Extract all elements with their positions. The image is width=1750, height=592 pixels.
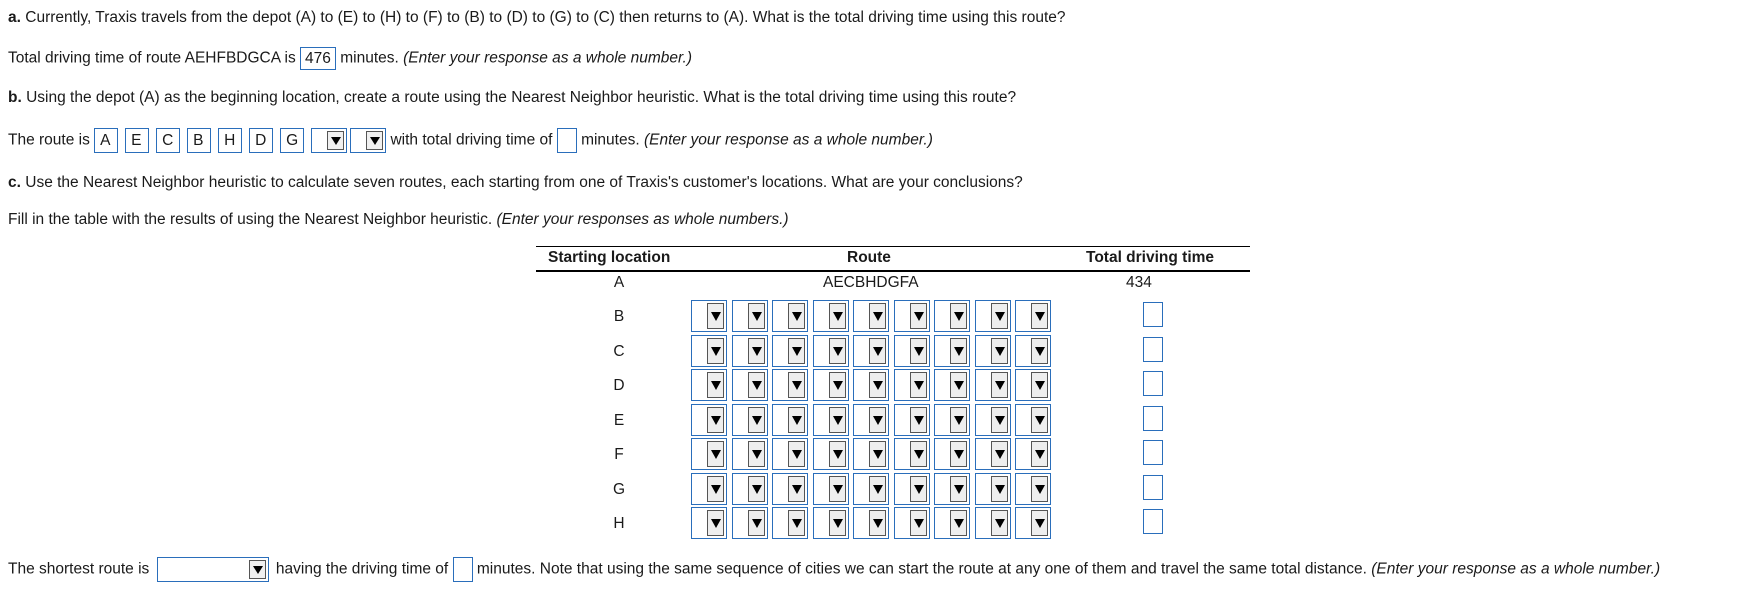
part-b-route-prefix: The route is xyxy=(8,131,90,149)
row-a-time: 434 xyxy=(1126,274,1152,291)
chevron-down-icon xyxy=(707,476,724,502)
chevron-down-icon xyxy=(950,510,967,536)
chevron-down-icon xyxy=(1031,303,1048,329)
chevron-down-icon xyxy=(707,303,724,329)
part-c-instruction-hint: (Enter your responses as whole numbers.) xyxy=(496,211,789,228)
chevron-down-icon xyxy=(910,407,927,433)
table-row xyxy=(536,369,1250,403)
part-b-label: b. xyxy=(8,89,22,106)
route-stop-select-6[interactable] xyxy=(894,507,930,539)
route-stop-select-8[interactable] xyxy=(975,369,1011,401)
route-box-1[interactable] xyxy=(94,128,118,153)
part-a-hint: (Enter your response as a whole number.) xyxy=(403,49,693,67)
chevron-down-icon xyxy=(991,476,1008,502)
chevron-down-icon xyxy=(950,303,967,329)
chevron-down-icon xyxy=(788,338,805,364)
chevron-down-icon xyxy=(910,303,927,329)
route-box-7[interactable] xyxy=(280,128,304,153)
route-box-5-value: H xyxy=(224,132,236,149)
chevron-down-icon xyxy=(788,407,805,433)
chevron-down-icon xyxy=(788,476,805,502)
table-row xyxy=(536,438,1250,472)
route-stop-select-8[interactable] xyxy=(975,404,1011,436)
route-stop-select-4[interactable] xyxy=(813,438,849,470)
route-stop-select-3[interactable] xyxy=(772,369,808,401)
route-stop-select-9[interactable] xyxy=(1015,369,1051,401)
chevron-down-icon xyxy=(991,372,1008,398)
chevron-down-icon xyxy=(707,338,724,364)
route-stop-select-8[interactable] xyxy=(975,473,1011,505)
chevron-down-icon xyxy=(788,372,805,398)
route-stop-select-3[interactable] xyxy=(772,335,808,367)
total-time-input[interactable] xyxy=(1143,302,1163,327)
total-time-input[interactable] xyxy=(1143,337,1163,362)
conclusion-line xyxy=(8,557,1660,582)
chevron-down-icon xyxy=(748,372,765,398)
total-time-input[interactable] xyxy=(1143,475,1163,500)
chevron-down-icon xyxy=(327,131,344,150)
header-total-driving-time: Total driving time xyxy=(1086,249,1215,266)
route-box-7-value: G xyxy=(286,132,299,149)
chevron-down-icon xyxy=(707,510,724,536)
route-stop-select-8[interactable] xyxy=(975,507,1011,539)
route-stop-select-1[interactable] xyxy=(691,300,727,332)
table-row xyxy=(536,335,1250,369)
route-stop-select-3[interactable] xyxy=(772,507,808,539)
part-a-question-text: Currently, Traxis travels from the depot (A) to (E) to (H) to (F) to (B) to (D) to (G) to (C) then returns to (A). What is the total driving time using this route? xyxy=(25,9,1066,26)
chevron-down-icon xyxy=(748,510,765,536)
chevron-down-icon xyxy=(991,510,1008,536)
shortest-route-select[interactable] xyxy=(157,557,269,582)
chevron-down-icon xyxy=(829,407,846,433)
route-stop-select-2[interactable] xyxy=(732,507,768,539)
chevron-down-icon xyxy=(748,303,765,329)
row-start-location: D xyxy=(613,377,625,394)
chevron-down-icon xyxy=(991,338,1008,364)
part-a-answer-input[interactable]: 476 xyxy=(300,47,336,70)
chevron-down-icon xyxy=(788,441,805,467)
route-stop-select-6[interactable] xyxy=(894,369,930,401)
route-stop-select-9[interactable] xyxy=(1015,507,1051,539)
route-box-6[interactable] xyxy=(249,128,273,153)
chevron-down-icon xyxy=(869,372,886,398)
chevron-down-icon xyxy=(910,476,927,502)
route-stop-select-3[interactable] xyxy=(772,300,808,332)
route-box-4-value: B xyxy=(193,132,204,149)
chevron-down-icon xyxy=(748,407,765,433)
chevron-down-icon xyxy=(748,441,765,467)
chevron-down-icon xyxy=(950,372,967,398)
chevron-down-icon xyxy=(707,372,724,398)
total-time-input[interactable] xyxy=(1143,406,1163,431)
route-box-2[interactable] xyxy=(125,128,149,153)
conclusion-hint: (Enter your response as a whole number.) xyxy=(1371,560,1661,578)
table-row xyxy=(536,404,1250,438)
chevron-down-icon xyxy=(869,441,886,467)
chevron-down-icon xyxy=(788,303,805,329)
part-a-answer-line xyxy=(8,47,692,70)
chevron-down-icon xyxy=(788,510,805,536)
route-stop-select-7[interactable] xyxy=(934,335,970,367)
chevron-down-icon xyxy=(950,476,967,502)
route-stop-select-2[interactable] xyxy=(732,335,768,367)
route-stop-select-2[interactable] xyxy=(732,438,768,470)
chevron-down-icon xyxy=(1031,441,1048,467)
chevron-down-icon xyxy=(1031,510,1048,536)
row-start-location: F xyxy=(614,446,624,463)
chevron-down-icon xyxy=(366,131,383,150)
route-stop-select-4[interactable] xyxy=(813,300,849,332)
route-stop-select-6[interactable] xyxy=(894,473,930,505)
row-start-location: H xyxy=(613,515,625,532)
route-stop-select-3[interactable] xyxy=(772,438,808,470)
route-stop-select-1[interactable] xyxy=(691,507,727,539)
row-start-location: B xyxy=(613,308,625,325)
row-start-location: E xyxy=(613,411,625,429)
route-stop-select-4[interactable] xyxy=(813,507,849,539)
route-stop-select-1[interactable] xyxy=(691,404,727,436)
header-starting-location: Starting location xyxy=(548,249,671,266)
chevron-down-icon xyxy=(707,407,724,433)
part-b-route-line xyxy=(8,128,933,153)
chevron-down-icon xyxy=(910,372,927,398)
route-stop-select-5[interactable] xyxy=(853,507,889,539)
route-stop-select-9[interactable] xyxy=(1015,335,1051,367)
chevron-down-icon xyxy=(991,407,1008,433)
chevron-down-icon xyxy=(1031,372,1048,398)
conclusion-prefix: The shortest route is xyxy=(8,560,150,578)
chevron-down-icon xyxy=(910,338,927,364)
route-stop-select-1[interactable] xyxy=(691,369,727,401)
route-stop-select-1[interactable] xyxy=(691,335,727,367)
route-stop-select-2[interactable] xyxy=(732,473,768,505)
chevron-down-icon xyxy=(950,407,967,433)
route-select-8[interactable] xyxy=(311,128,347,153)
total-time-input[interactable] xyxy=(1143,509,1163,534)
route-stop-select-5[interactable] xyxy=(853,438,889,470)
route-stop-select-5[interactable] xyxy=(853,335,889,367)
table-row xyxy=(536,300,1250,334)
total-time-input[interactable] xyxy=(1143,440,1163,465)
route-box-3[interactable] xyxy=(156,128,180,153)
route-box-4[interactable] xyxy=(187,128,211,153)
part-c-question-text: Use the Nearest Neighbor heuristic to calculate seven routes, each starting from one of Traxis's customer's locations. What are your conclusions? xyxy=(25,174,1023,191)
route-stop-select-5[interactable] xyxy=(853,404,889,436)
route-stop-select-7[interactable] xyxy=(934,404,970,436)
route-stop-select-5[interactable] xyxy=(853,300,889,332)
route-box-1-value: A xyxy=(100,132,111,149)
route-box-6-value: D xyxy=(255,132,267,149)
part-c-label: c. xyxy=(8,174,21,191)
part-a-question xyxy=(8,9,1066,27)
route-box-5[interactable] xyxy=(218,128,242,153)
route-stop-select-4[interactable] xyxy=(813,473,849,505)
route-stop-select-6[interactable] xyxy=(894,300,930,332)
chevron-down-icon xyxy=(869,510,886,536)
route-stop-select-2[interactable] xyxy=(732,404,768,436)
chevron-down-icon xyxy=(869,407,886,433)
route-stop-select-1[interactable] xyxy=(691,473,727,505)
chevron-down-icon xyxy=(748,338,765,364)
chevron-down-icon xyxy=(829,338,846,364)
conclusion-mid: having the driving time of xyxy=(275,560,449,578)
part-b-time-prefix: with total driving time of xyxy=(390,131,553,149)
chevron-down-icon xyxy=(950,441,967,467)
chevron-down-icon xyxy=(991,303,1008,329)
chevron-down-icon xyxy=(910,510,927,536)
chevron-down-icon xyxy=(829,510,846,536)
chevron-down-icon xyxy=(869,476,886,502)
route-stop-select-9[interactable] xyxy=(1015,473,1051,505)
route-box-2-value: E xyxy=(131,132,142,149)
route-stop-select-6[interactable] xyxy=(894,335,930,367)
route-stop-select-3[interactable] xyxy=(772,473,808,505)
route-stop-select-6[interactable] xyxy=(894,404,930,436)
part-b-question-text: Using the depot (A) as the beginning location, create a route using the Nearest Neighbor heuristic. What is the total driving time using this route? xyxy=(26,89,1017,106)
chevron-down-icon xyxy=(748,476,765,502)
route-stop-select-4[interactable] xyxy=(813,369,849,401)
route-box-3-value: C xyxy=(162,132,174,149)
table-row xyxy=(536,507,1250,541)
part-a-label: a. xyxy=(8,9,21,26)
route-stop-select-9[interactable] xyxy=(1015,404,1051,436)
conclusion-suffix: minutes. Note that using the same sequence of cities we can start the route at any one of them and travel the same total distance. xyxy=(476,560,1367,578)
chevron-down-icon xyxy=(249,560,266,579)
chevron-down-icon xyxy=(829,441,846,467)
chevron-down-icon xyxy=(707,441,724,467)
route-stop-select-9[interactable] xyxy=(1015,438,1051,470)
route-stop-select-1[interactable] xyxy=(691,438,727,470)
part-b-time-input[interactable] xyxy=(557,128,577,153)
row-start-location: G xyxy=(612,480,626,498)
chevron-down-icon xyxy=(1031,407,1048,433)
row-a-route: AECBHDGFA xyxy=(823,274,919,291)
chevron-down-icon xyxy=(829,476,846,502)
route-stop-select-2[interactable] xyxy=(732,300,768,332)
chevron-down-icon xyxy=(1031,476,1048,502)
chevron-down-icon xyxy=(869,338,886,364)
part-c-instruction-text: Fill in the table with the results of using the Nearest Neighbor heuristic. xyxy=(8,211,493,228)
chevron-down-icon xyxy=(829,303,846,329)
route-stop-select-4[interactable] xyxy=(813,404,849,436)
route-stop-select-8[interactable] xyxy=(975,438,1011,470)
table-header-rule xyxy=(536,270,1250,272)
route-stop-select-7[interactable] xyxy=(934,300,970,332)
chevron-down-icon xyxy=(950,338,967,364)
route-stop-select-5[interactable] xyxy=(853,369,889,401)
part-a-answer-suffix: minutes. xyxy=(340,49,399,67)
route-stop-select-7[interactable] xyxy=(934,507,970,539)
part-a-answer-prefix: Total driving time of route AEHFBDGCA is xyxy=(8,49,296,67)
route-stop-select-7[interactable] xyxy=(934,473,970,505)
chevron-down-icon xyxy=(1031,338,1048,364)
part-b-hint: (Enter your response as a whole number.) xyxy=(643,131,933,149)
route-stop-select-7[interactable] xyxy=(934,369,970,401)
part-b-time-suffix: minutes. xyxy=(581,131,640,149)
route-stop-select-9[interactable] xyxy=(1015,300,1051,332)
chevron-down-icon xyxy=(991,441,1008,467)
route-stop-select-2[interactable] xyxy=(732,369,768,401)
chevron-down-icon xyxy=(910,441,927,467)
shortest-time-input[interactable] xyxy=(453,557,473,582)
row-a-start: A xyxy=(613,274,625,291)
route-stop-select-3[interactable] xyxy=(772,404,808,436)
route-stop-select-5[interactable] xyxy=(853,473,889,505)
header-route: Route xyxy=(847,249,891,266)
part-b-question xyxy=(8,89,1016,107)
part-c-instruction xyxy=(8,211,789,229)
total-time-input[interactable] xyxy=(1143,371,1163,396)
route-stop-select-8[interactable] xyxy=(975,300,1011,332)
chevron-down-icon xyxy=(829,372,846,398)
route-stop-select-7[interactable] xyxy=(934,438,970,470)
part-c-question xyxy=(8,174,1023,192)
route-stop-select-8[interactable] xyxy=(975,335,1011,367)
row-start-location: C xyxy=(613,342,625,360)
table-top-rule xyxy=(536,246,1250,247)
table-row xyxy=(536,473,1250,507)
route-stop-select-4[interactable] xyxy=(813,335,849,367)
chevron-down-icon xyxy=(869,303,886,329)
route-select-9[interactable] xyxy=(350,128,386,153)
route-stop-select-6[interactable] xyxy=(894,438,930,470)
